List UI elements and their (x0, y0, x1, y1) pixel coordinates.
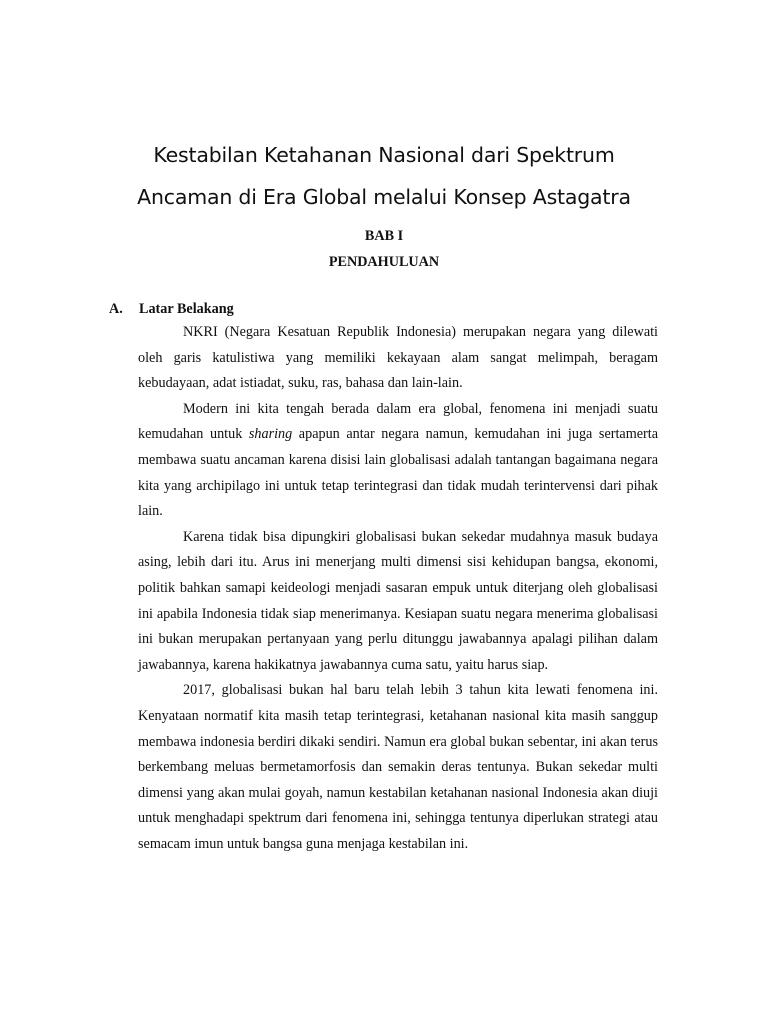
document-title-line-1: Kestabilan Ketahanan Nasional dari Spektrum (153, 143, 615, 167)
chapter-title: PENDAHULUAN (328, 254, 440, 270)
body-text (138, 320, 658, 857)
paragraph (138, 397, 658, 525)
paragraph: 2017, globalisasi bukan hal baru telah lebih 3 tahun kita lewati fenomena ini. Kenyataan normatif kita masih tetap terintegrasi, ketahanan nasional kita masih sanggup membawa indonesia berdiri dikaki sendiri. Namun era global bukan sebentar, ini akan terus berkembang meluas bermetamorfosis dan semakin deras tentunya. Bukan sekedar multi dimensi yang akan mulai goyah, namun kestabilan ketahanan nasional Indonesia akan diuji untuk menghadapi spektrum dari fenomena ini, sehingga tentunya diperlukan strategi atau semacam imun untuk bangsa guna menjaga kestabilan ini. (138, 682, 658, 852)
paragraph: Karena tidak bisa dipungkiri globalisasi bukan sekedar mudahnya masuk budaya asing, lebih dari itu. Arus ini menerjang multi dimensi sisi kehidupan bangsa, ekonomi, politik bahkan samapi keideologi menjadi sasaran empuk untuk diterjang oleh globalisasi ini apabila Indonesia tidak siap menerimanya. Kesiapan suatu negara menerima globalisasi ini bukan merupakan pertanyaan yang perlu ditunggu jawabannya apalagi pilihan dalam jawabannya, karena hakikatnya jawabannya cuma satu, yaitu harus siap. (138, 528, 658, 673)
chapter-number: BAB I (364, 228, 404, 244)
section-title: Latar Belakang (139, 301, 234, 317)
section-heading (109, 302, 234, 316)
paragraph-text: Modern ini kita tengah berada dalam era global, fenomena ini menjadi suatu kemudahan untuk (138, 400, 658, 443)
section-letter: A. (109, 301, 123, 317)
paragraph: NKRI (Negara Kesatuan Republik Indonesia) merupakan negara yang dilewati oleh garis katulistiwa yang memiliki kekayaan alam sangat melimpah, beragam kebudayaan, adat istiadat, suku, ras, bahasa dan lain-lain. (138, 324, 658, 392)
paragraph-text: apapun antar negara namun, kemudahan ini juga sertamerta membawa suatu ancaman karena disisi lain globalisasi adalah tantangan bagaimana negara kita yang archipilago ini untuk tetap terintegrasi dan tidak mudah terintervensi dari pihak lain. (138, 426, 658, 520)
italic-term: sharing (248, 426, 293, 443)
document-title-line-2: Ancaman di Era Global melalui Konsep Astagatra (137, 185, 631, 209)
